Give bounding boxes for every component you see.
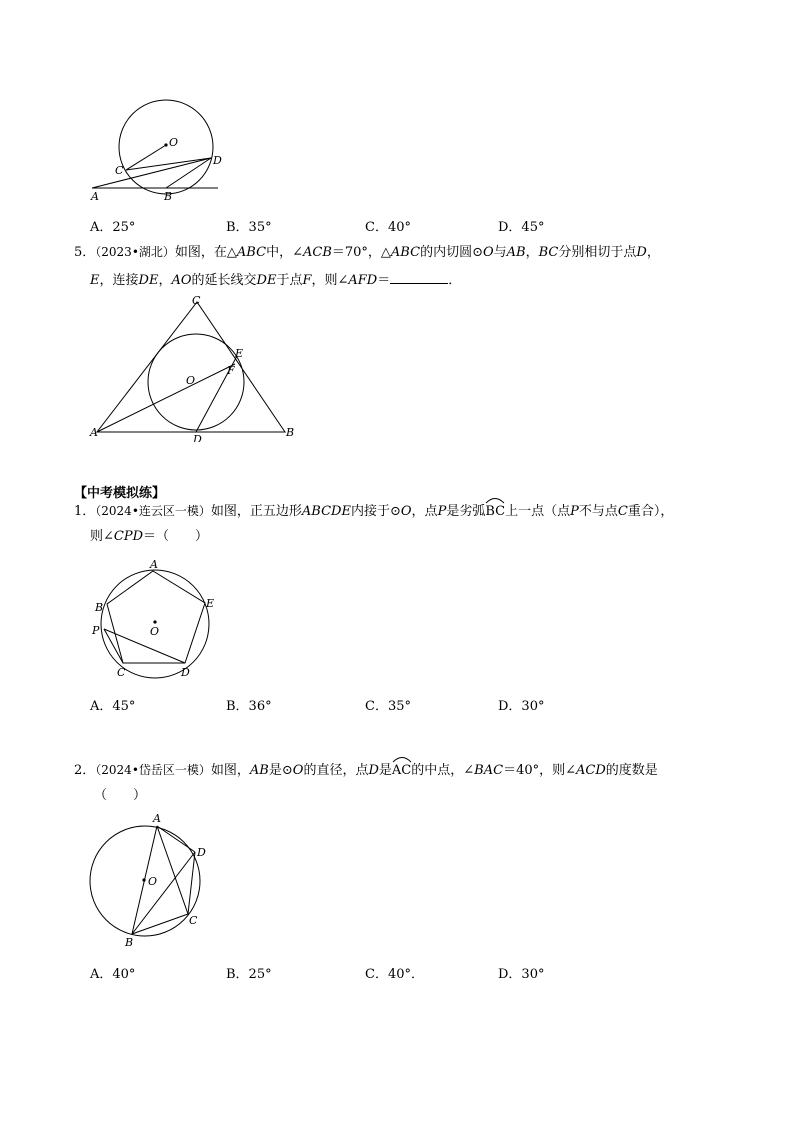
center-dot (164, 143, 167, 146)
label-b: B (125, 936, 134, 949)
m2-line-1: 2．（2024•岱岳区一模）如图，AB是⊙O的直径，点D是 AC的中点，∠BAC＝40°，则∠ACD的度数是 (74, 761, 658, 780)
arc-mark-icon (392, 755, 412, 763)
incircle-o (148, 334, 244, 430)
segment-dc (188, 852, 195, 914)
m2-option-d[interactable]: D．30° (498, 967, 545, 982)
m1-option-c[interactable]: C．35° (365, 699, 411, 714)
label-o: O (186, 374, 196, 387)
m2-option-c[interactable]: C．40°． (365, 967, 424, 982)
figure-m2 (85, 810, 215, 950)
label-e: E (235, 347, 244, 360)
label-a: A (91, 190, 99, 203)
m1-line-1: 1．（2024•连云区一模）如图，正五边形ABCDE内接于⊙O，点P是劣弧 BC上一点（点P不与点C重合）， (74, 502, 673, 521)
m1-option-b[interactable]: B．36° (226, 699, 272, 714)
q5-line-2: E，连接DE，AO的延长线交DE于点F，则∠AFD＝ ． (90, 273, 462, 288)
figure-q5 (85, 292, 305, 442)
q4-option-c[interactable]: C．40° (365, 220, 411, 235)
label-d: D (193, 433, 202, 442)
label-d: D (213, 154, 222, 167)
center-dot (153, 620, 156, 623)
segment-oc (126, 145, 166, 170)
label-a: A (150, 558, 158, 571)
label-o: O (169, 136, 179, 149)
answer-blank[interactable] (390, 271, 448, 284)
segment-ad (92, 158, 211, 188)
label-c: C (117, 666, 126, 679)
label-e: E (206, 597, 215, 610)
label-b: B (164, 190, 173, 203)
arc-bc: BC (485, 503, 505, 521)
m1-option-d[interactable]: D．30° (498, 699, 545, 714)
circle-o (119, 100, 213, 194)
label-c: C (189, 914, 198, 927)
m1-line-2: 则∠CPD＝（ ） (90, 529, 209, 544)
label-c: C (115, 164, 124, 177)
segment-bd (166, 158, 211, 188)
q4-option-a[interactable]: A．25° (90, 220, 136, 235)
label-d: D (197, 846, 206, 859)
m2-line-2: （ ） (94, 788, 147, 803)
circumcircle-o (101, 570, 209, 678)
label-b: B (95, 601, 104, 614)
m2-option-b[interactable]: B．25° (226, 967, 272, 982)
label-f: F (227, 364, 235, 377)
segment-ad (157, 826, 195, 852)
label-o: O (148, 875, 158, 888)
label-b: B (286, 426, 295, 439)
label-a: A (153, 812, 161, 825)
arc-ac: AC (392, 762, 411, 780)
q4-option-b[interactable]: B．35° (226, 220, 272, 235)
q5-line-1: 5．（2023•湖北）如图，在△ABC中，∠ACB＝70°，△ABC的内切圆⊙O与AB，BC分别相切于点D， (74, 245, 660, 260)
label-d: D (181, 666, 190, 679)
triangle-abc (97, 302, 285, 432)
q4-option-d[interactable]: D．45° (498, 220, 545, 235)
arc-mark-icon (485, 496, 505, 504)
figure-m1 (88, 555, 228, 685)
figure-q4 (80, 92, 240, 207)
m1-option-a[interactable]: A．45° (90, 699, 136, 714)
m2-option-a[interactable]: A．40° (90, 967, 136, 982)
segment-pd (104, 629, 185, 663)
center-dot (142, 878, 145, 881)
label-p: P (92, 624, 100, 637)
label-c: C (192, 294, 201, 307)
label-o: O (150, 625, 160, 638)
segment-ac (157, 826, 188, 914)
pentagon-abcde (107, 571, 205, 663)
label-a: A (90, 426, 98, 439)
section-title: 【中考模拟练】 (74, 486, 166, 501)
